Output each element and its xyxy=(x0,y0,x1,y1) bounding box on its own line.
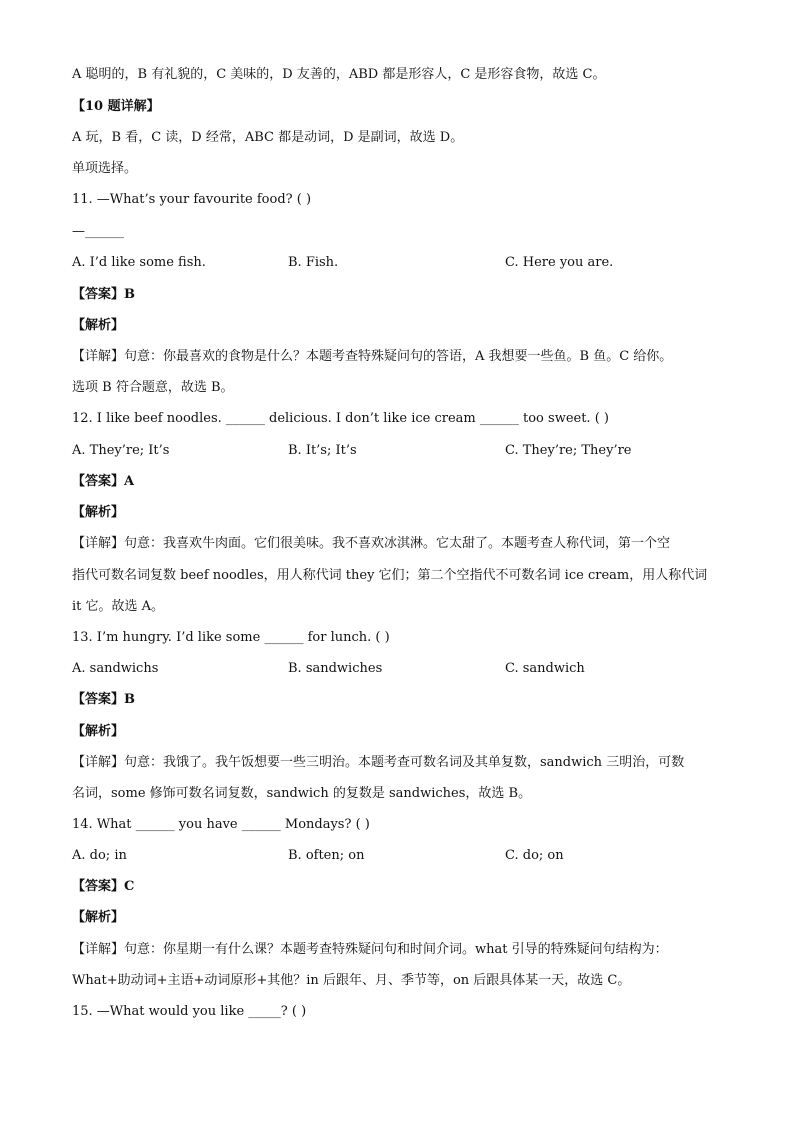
analysis-label: 【解析】 xyxy=(72,724,125,739)
analysis-label: 【解析】 xyxy=(72,505,125,520)
analysis-label: 【解析】 xyxy=(72,910,125,925)
option-c: C. sandwich xyxy=(505,661,585,676)
option-b: B. often; on xyxy=(288,848,365,863)
question-14: 14. What ______ you have ______ Mondays? ( ) xyxy=(72,817,370,832)
answer-blank: —______ xyxy=(72,224,124,239)
option-c: C. do; on xyxy=(505,848,564,863)
detail-line: 指代可数名词复数 beef noodles，用人称代词 they 它们；第二个空指代不可数名词 ice cream，用人称代词 xyxy=(72,568,708,583)
question-12: 12. I like beef noodles. ______ delicious. I don’t like ice cream ______ too sweet. ( ) xyxy=(72,411,609,426)
option-a: A. do; in xyxy=(72,848,127,863)
detail-line: 【详解】句意：我喜欢牛肉面。它们很美味。我不喜欢冰淇淋。它太甜了。本题考查人称代词，第一个空 xyxy=(72,536,671,551)
explanation-line: A 聪明的，B 有礼貌的，C 美味的，D 友善的，ABD 都是形容人，C 是形容食物，故选 C。 xyxy=(72,67,606,82)
question-11: 11. —What’s your favourite food? ( ) xyxy=(72,192,312,207)
detail-line: 选项 B 符合题意，故选 B。 xyxy=(72,380,234,395)
section-instruction: 单项选择。 xyxy=(72,161,138,176)
detail-line: 【详解】句意：我饿了。我午饭想要一些三明治。本题考查可数名词及其单复数，sandwich 三明治，可数 xyxy=(72,755,685,770)
option-a: A. sandwichs xyxy=(72,661,159,676)
option-b: B. Fish. xyxy=(288,255,339,270)
detail-line: 【详解】句意：你最喜欢的食物是什么？本题考查特殊疑问句的答语，A 我想要一些鱼。B 鱼。C 给你。 xyxy=(72,349,673,364)
explanation-line: A 玩，B 看，C 读，D 经常，ABC 都是动词，D 是副词，故选 D。 xyxy=(72,130,464,145)
option-a: A. They’re; It’s xyxy=(72,443,170,458)
question-15: 15. —What would you like _____? ( ) xyxy=(72,1004,307,1019)
option-b: B. sandwiches xyxy=(288,661,383,676)
option-b: B. It’s; It’s xyxy=(288,443,357,458)
detail-line: 名词，some 修饰可数名词复数，sandwich 的复数是 sandwiches，故选 B。 xyxy=(72,786,532,801)
detail-line: it 它。故选 A。 xyxy=(72,599,165,614)
answer-label: 【答案】B xyxy=(72,287,135,302)
analysis-label: 【解析】 xyxy=(72,318,125,333)
detail-line: What+助动词+主语+动词原形+其他？in 后跟年、月、季节等，on 后跟具体某一天，故选 C。 xyxy=(72,973,631,988)
option-c: C. They’re; They’re xyxy=(505,443,632,458)
section-heading: 【10 题详解】 xyxy=(72,99,160,114)
option-a: A. I’d like some fish. xyxy=(72,255,206,270)
option-c: C. Here you are. xyxy=(505,255,614,270)
answer-label: 【答案】C xyxy=(72,879,135,894)
answer-label: 【答案】A xyxy=(72,474,135,489)
question-13: 13. I’m hungry. I’d like some ______ for lunch. ( ) xyxy=(72,630,390,645)
detail-line: 【详解】句意：你星期一有什么课？本题考查特殊疑问句和时间介词。what 引导的特殊疑问句结构为： xyxy=(72,942,668,957)
answer-label: 【答案】B xyxy=(72,692,135,707)
